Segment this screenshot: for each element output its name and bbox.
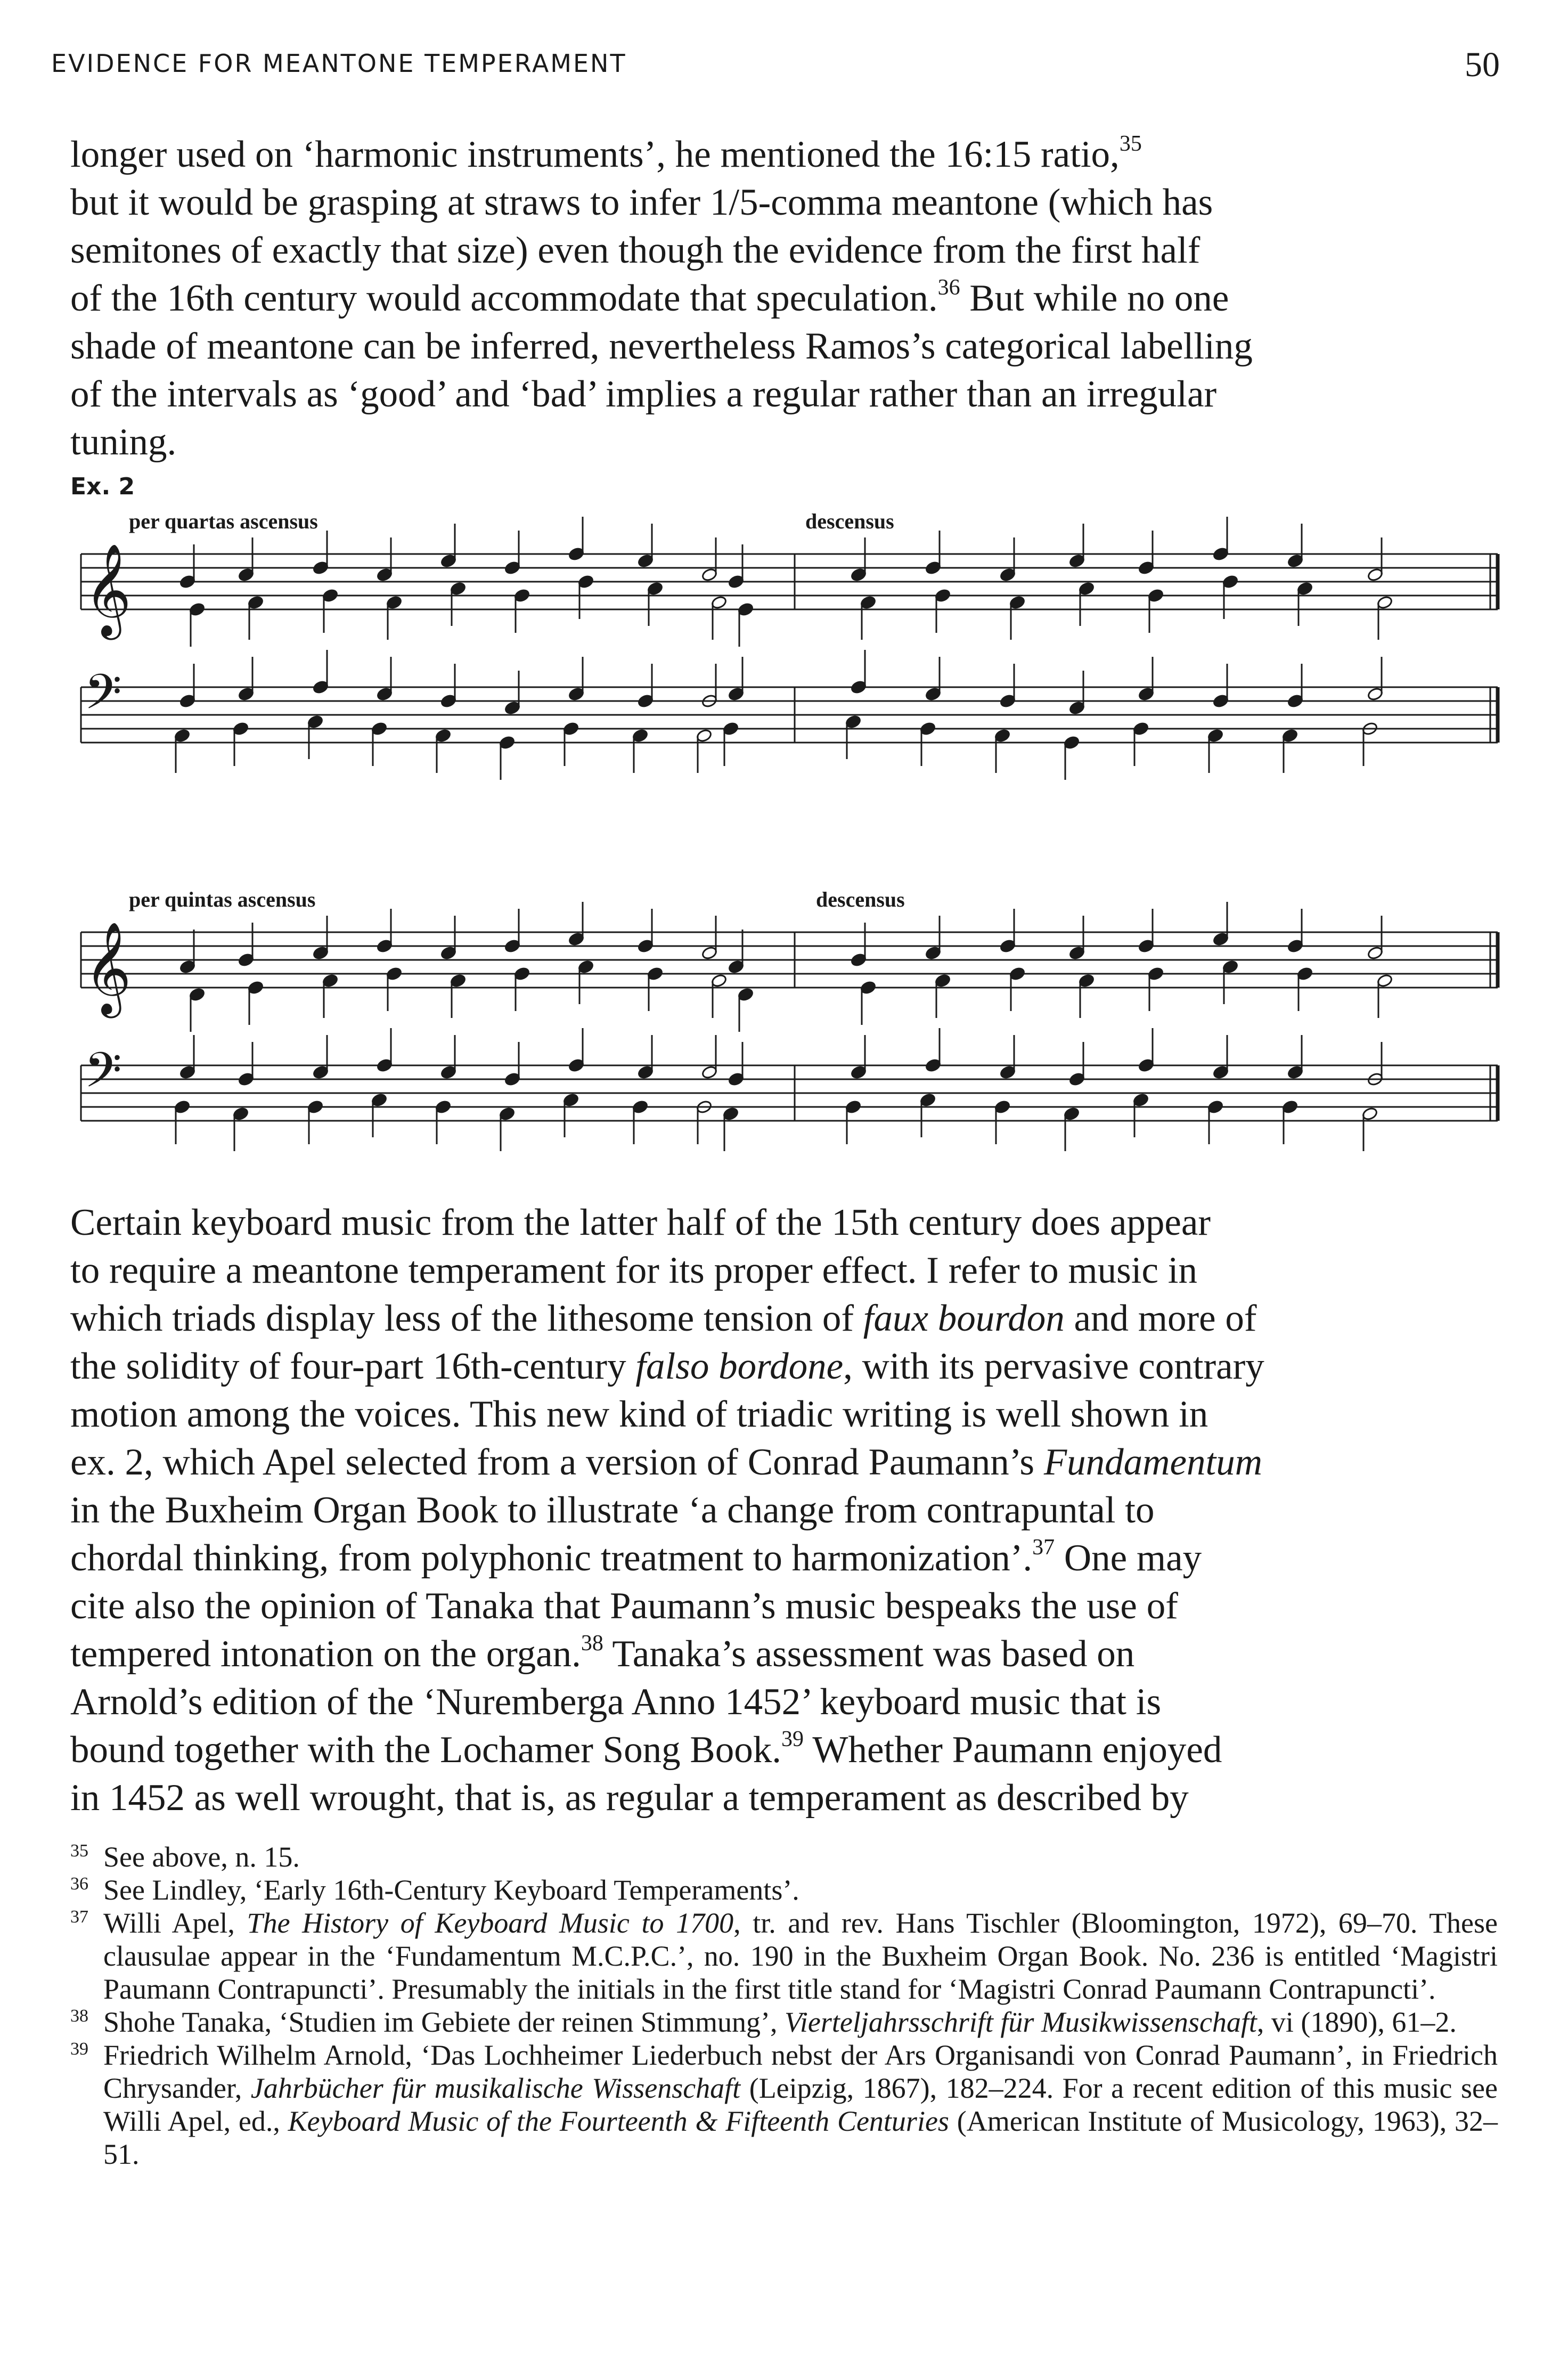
label-quartas-ascensus: per quartas ascensus — [129, 509, 318, 533]
footnote: 35 See above, n. 15. — [70, 1841, 300, 1873]
footnote-number: 37 — [70, 1907, 88, 1927]
label-quintas-ascensus: per quintas ascensus — [129, 887, 316, 911]
footnote-ref-37[interactable]: 37 — [1032, 1535, 1055, 1560]
paragraph-1: longer used on ‘harmonic instruments’, he mentioned the 16:15 ratio,$^{35}$ but it would be grasping at straws to infer 1/5-comma meantone (which has semitones of exactly that size) even though the evidence from the first half of the 16th century would accommodate that speculation.$^{36}$ But while no one shade of meantone can be inferred, nevertheless Ramos’s categorical labelling of the intervals as ‘good’ and ‘bad’ implies a regular rather than an irregular tuning. — [70, 132, 1253, 463]
bass-staff — [81, 1028, 1498, 1151]
bass-staff — [81, 650, 1498, 780]
page-number: 50 — [1465, 45, 1500, 84]
footnote-number: 36 — [70, 1874, 88, 1894]
footnote-number: 38 — [70, 2006, 88, 2026]
footnote: 37 Willi Apel, The History of Keyboard Music to 1700, tr. and rev. Hans Tischler (Bloomington, 1972), 69–70. These clausulae appear in the ‘Fundamentum M.C.P.C.’, no. 190 in the Buxheim Organ Book. No. 236 is entitled ‘Magistri Paumann Contrapuncti’. Presumably the initials in the first title stand for ‘Magistri Conrad Paumann Contrapuncti’. — [70, 1907, 1498, 2005]
footnote-ref-39[interactable]: 39 — [781, 1727, 804, 1751]
footnote-number: 35 — [70, 1841, 88, 1861]
paragraph-2: Certain keyboard music from the latter half of the 15th century does appear to require a meantone temperament for its proper effect. I refer to music in which triads display less of the lithesome tension of faux bourdon and more of the solidity of four-part 16th-century falso bordone, with its pervasive contrary motion among the voices. This new kind of triadic writing is well shown in ex. 2, which Apel selected from a version of Conrad Paumann’s Fundamentum in the Buxheim Organ Book to illustrate ‘a change from contrapuntal to chordal thinking, from polyphonic treatment to harmonization’.$^{37}$ One may cite also the opinion of Tanaka that Paumann’s music bespeaks the use of tempered intonation on the organ.$^{38}$ Tanaka’s assessment was based on Arnold’s edition of the ‘Nuremberga Anno 1452’ keyboard music that is bound together with the Lochamer Song Book.$^{39}$ Whether Paumann enjoyed in 1452 as well wrought, that is, as regular a temperament as described by — [70, 1202, 1264, 1819]
music-example-quintas — [70, 884, 1508, 1183]
footnote: 39 Friedrich Wilhelm Arnold, ‘Das Lochheimer Liederbuch nebst der Ars Organisandi von Conrad Paumann’, in Friedrich Chrysander, Jahrbücher für musikalische Wissenschaft (Leipzig, 1867), 182–224. For a recent edition of this music see Willi Apel, ed., Keyboard Music of the Fourteenth & Fifteenth Centuries (American Institute of Musicology, 1963), 32–51. — [70, 2039, 1498, 2170]
footnotes — [70, 1840, 1498, 2171]
treble-clef-icon: 𝄞 — [84, 922, 132, 1014]
music-example-quartas — [70, 506, 1508, 847]
score-quintas — [70, 884, 1508, 1183]
footnote: 38 Shohe Tanaka, ‘Studien im Gebiete der reinen Stimmung’, Vierteljahrsschrift für Musikwissenschaft, vi (1890), 61–2. — [70, 2006, 1457, 2038]
footnote-ref-38[interactable]: 38 — [581, 1631, 603, 1656]
treble-clef-icon: 𝄞 — [84, 543, 132, 636]
footnote: 36 See Lindley, ‘Early 16th-Century Keyboard Temperaments’. — [70, 1874, 799, 1906]
bass-clef-icon: 𝄢 — [84, 1042, 122, 1110]
bass-clef-icon: 𝄢 — [84, 664, 122, 732]
footnote-ref-36[interactable]: 36 — [937, 275, 960, 300]
footnote-number: 39 — [70, 2039, 88, 2059]
label-quartas-descensus: descensus — [805, 509, 894, 533]
running-head: EVIDENCE FOR MEANTONE TEMPERAMENT — [51, 49, 627, 78]
label-quintas-descensus: descensus — [816, 887, 905, 911]
treble-staff — [81, 902, 1498, 1032]
example-label: Ex. 2 — [70, 473, 135, 500]
score-quartas — [70, 506, 1508, 847]
treble-staff — [81, 517, 1498, 647]
footnote-ref-35[interactable]: 35 — [1119, 132, 1142, 156]
page-header — [51, 45, 1500, 92]
